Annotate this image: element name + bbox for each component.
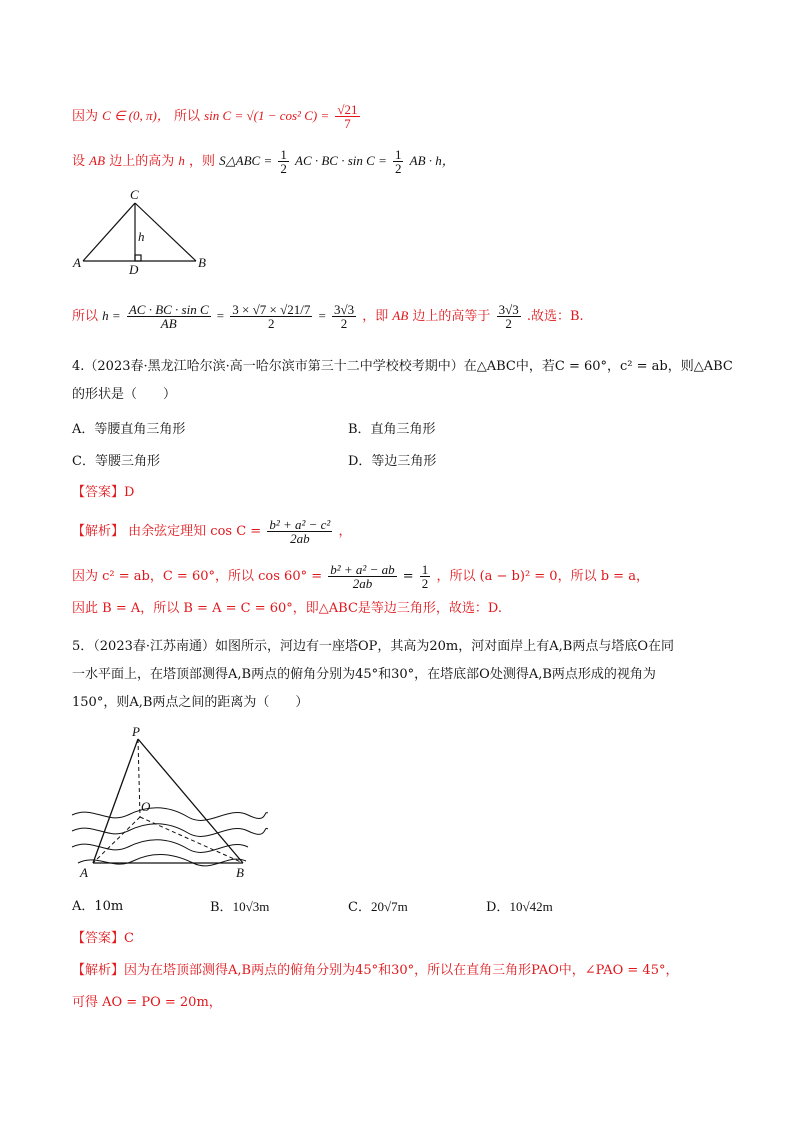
math: sin C = √(1 − cos² C) = xyxy=(204,108,330,123)
answer-value: D xyxy=(124,485,135,500)
label-P: P xyxy=(132,725,140,739)
q4-explanation-2 xyxy=(72,563,734,590)
q4-option-b: B．直角三角形 xyxy=(348,422,436,437)
q5-option-a: A．10m xyxy=(72,899,124,914)
fraction: $\frac{\text{b² + a² − ab}}{2ab}$ xyxy=(330,562,395,591)
text: 所以 xyxy=(173,109,200,124)
q4-option-c: C．等腰三角形 xyxy=(72,454,160,469)
label-B: B xyxy=(236,865,244,880)
math: AB xyxy=(89,153,106,168)
answer-label: 【答案】 xyxy=(72,485,125,500)
q4-explanation-1 xyxy=(72,518,734,545)
fraction: $\frac{√21}{7}$ xyxy=(337,102,358,131)
text: ，即 xyxy=(362,309,389,324)
math: AB xyxy=(392,308,409,323)
q5-explanation-1 xyxy=(72,962,734,980)
q5-answer xyxy=(72,930,734,948)
q4-option-d: D．等边三角形 xyxy=(348,454,437,469)
fraction: $\frac{3√3}{2}$ xyxy=(333,302,355,331)
fraction: $\frac{\text{b² + a² − c²}}{2ab}$ xyxy=(269,517,331,546)
q5-option-b: B．10√3m xyxy=(210,899,270,915)
q5-explanation-2: 可得 AO = PO = 20m， xyxy=(72,995,222,1010)
q4-answer xyxy=(72,484,734,502)
q4-option-a: A．等腰直角三角形 xyxy=(72,422,186,437)
label-B: B xyxy=(198,255,206,270)
math: S△ABC = xyxy=(219,153,273,168)
label-A: A xyxy=(73,255,81,270)
text: 边上的高为 xyxy=(109,154,175,169)
text: 设 xyxy=(72,154,86,169)
fraction: $\frac{1}{2}$ xyxy=(394,147,402,176)
line-h xyxy=(72,303,734,330)
fraction: $\frac{3 \times √7 \times √21/7}{2}$ xyxy=(232,302,311,331)
triangle-figure xyxy=(68,185,228,275)
fraction: $\frac{1}{2}$ xyxy=(280,147,287,176)
label-D: D xyxy=(129,262,139,275)
q4-explanation-3: 因此 B = A，所以 B = A = C = 60°，即△ABC是等边三角形，故选：D. xyxy=(72,601,502,616)
math: AC · BC · sin C = xyxy=(295,153,387,168)
math: h xyxy=(178,153,185,168)
math: = xyxy=(216,308,225,323)
fraction: $\frac{1}{2}$ xyxy=(421,562,429,591)
text: 因为在塔顶部测得A,B两点的俯角分别为45°和30°，所以在直角三角形PAO中，∠PAO = 45°， xyxy=(124,963,679,978)
explanation-label: 【解析】 xyxy=(72,524,125,539)
q5-stem-3: 150°，则A,B两点之间的距离为（ ） xyxy=(72,695,309,710)
answer-label: 【答案】 xyxy=(72,931,125,946)
text: 所以 xyxy=(72,309,99,324)
text: 由余弦定理知 cos C = xyxy=(128,524,262,539)
label-O: O xyxy=(141,799,151,814)
math: = xyxy=(318,308,326,323)
text: ， xyxy=(338,524,352,539)
math: AB · h， xyxy=(409,153,455,168)
q5-stem-1: 5．（2023春·江苏南通）如图所示，河边有一座塔OP，其高为20m，河对面岸上有A,B两点与塔底O在同 xyxy=(72,639,674,654)
answer-value: C xyxy=(124,931,134,946)
q5-stem-2: 一水平面上，在塔顶部测得A,B两点的俯角分别为45°和30°，在塔底部O处测得A,B两点形成的视角为 xyxy=(72,667,656,682)
text: ，所以 (a − b)² = 0，所以 b = a， xyxy=(436,569,649,584)
q5-option-d: D．10√42m xyxy=(486,899,553,915)
math: C ∈ (0, π)， xyxy=(102,108,170,123)
math: h = xyxy=(102,308,121,323)
q5-option-c: C．20√7m xyxy=(348,899,408,915)
text: 因为 xyxy=(72,109,99,124)
fraction: $\frac{\text{AC · BC · sin C}}{AB}$ xyxy=(128,302,209,331)
text: .故选：B. xyxy=(526,309,584,324)
label-C: C xyxy=(130,187,139,202)
q4-stem-1: 4.（2023春·黑龙江哈尔滨·高一哈尔滨市第三十二中学校校考期中）在△ABC中，若C = 60°，c² = ab，则△ABC xyxy=(72,359,733,374)
line-area xyxy=(72,148,734,175)
text: 边上的高等于 xyxy=(412,309,491,324)
text: ，则 xyxy=(188,154,215,169)
fraction: $\frac{3√3}{2}$ xyxy=(498,302,519,331)
q4-stem-2: 的形状是（ ） xyxy=(72,387,177,402)
tower-figure xyxy=(68,725,268,885)
line-sinC xyxy=(72,103,734,130)
label-A: A xyxy=(80,865,88,880)
explanation-label: 【解析】 xyxy=(72,963,125,978)
text: 因为 c² = ab，C = 60°，所以 cos 60° = xyxy=(72,569,323,584)
label-h: h xyxy=(138,229,145,244)
text: = xyxy=(402,569,414,584)
